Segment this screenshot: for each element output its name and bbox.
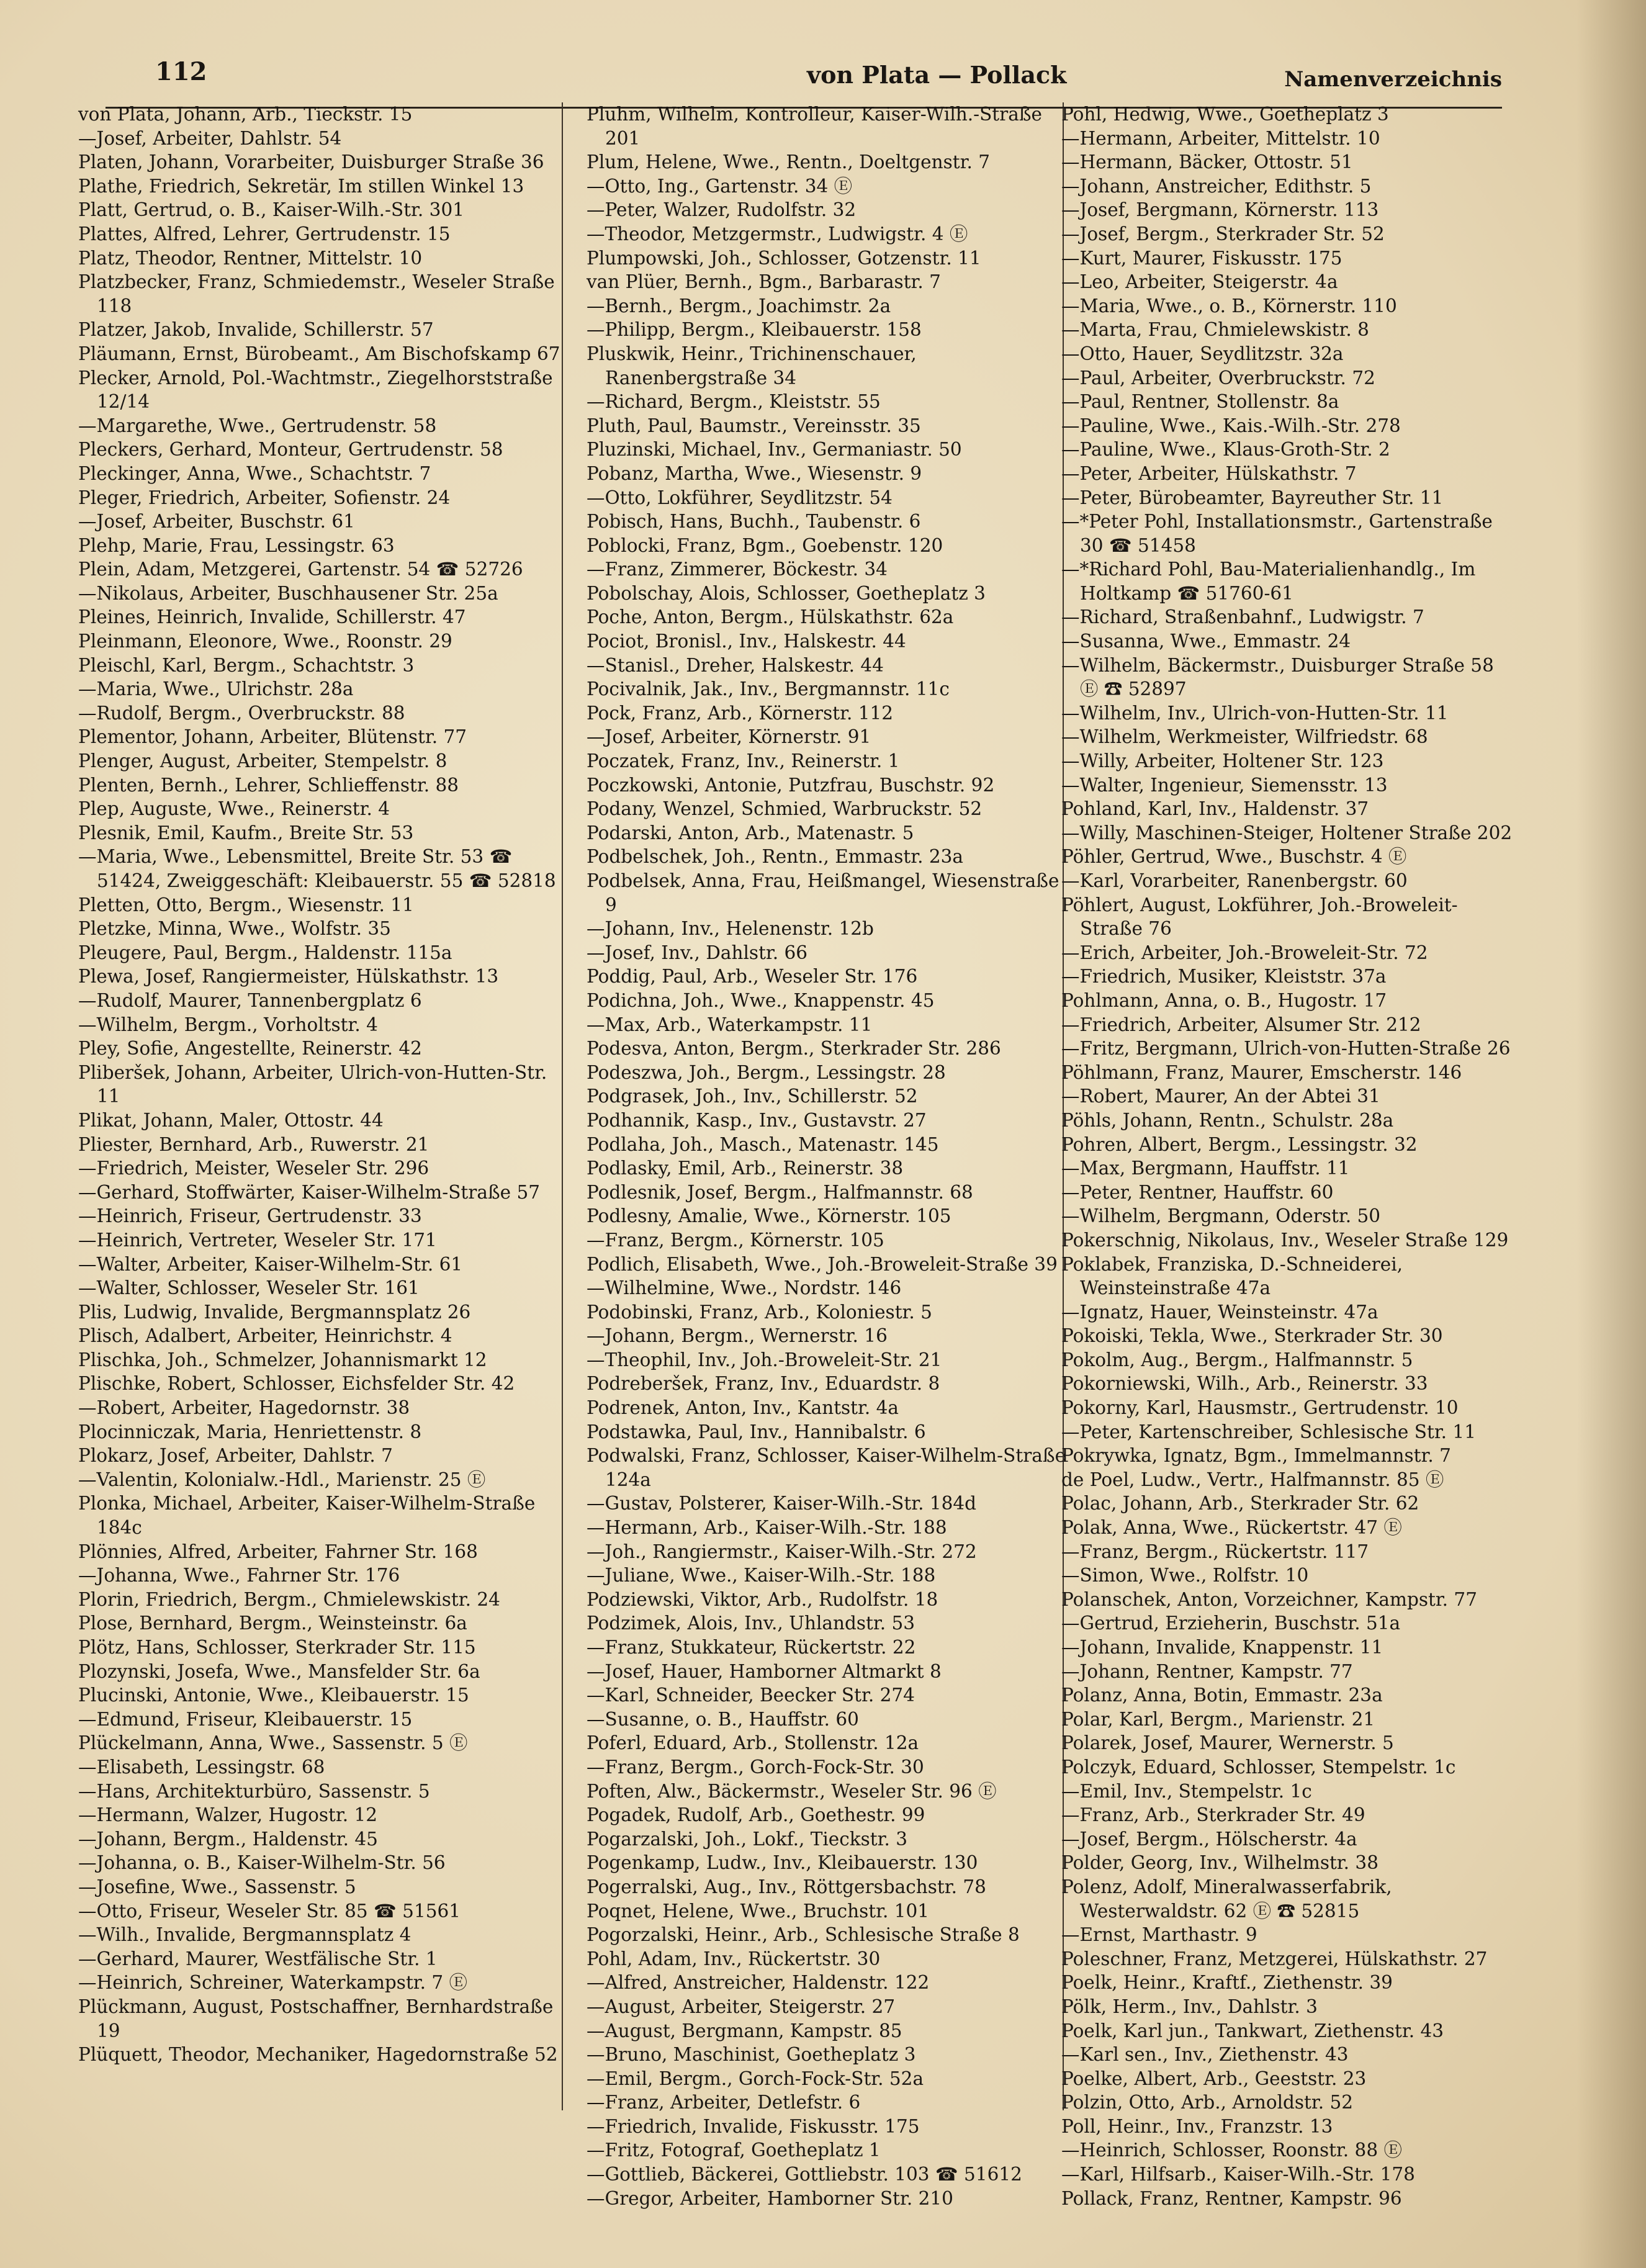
directory-entry: —Josef, Arbeiter, Dahlstr. 54 <box>78 127 342 149</box>
directory-entry: Pletzke, Minna, Wwe., Wolfstr. 35 <box>78 918 391 940</box>
directory-entry: Poklabek, Franziska, D.-Schneiderei, Weinsteinstraße 47a <box>1061 1253 1403 1299</box>
directory-entry: Podobinski, Franz, Arb., Koloniestr. 5 <box>587 1301 932 1323</box>
directory-entry: Poczkowski, Antonie, Putzfrau, Buschstr. 92 <box>587 774 995 796</box>
directory-entry: —Heinrich, Schlosser, Roonstr. 88 Ⓔ <box>1061 2140 1402 2161</box>
directory-entry: —Peter, Bürobeamter, Bayreuther Str. 11 <box>1061 487 1444 508</box>
directory-entry: Poczatek, Franz, Inv., Reinerstr. 1 <box>587 750 900 772</box>
directory-entry: Polczyk, Eduard, Schlosser, Stempelstr. 1c <box>1061 1756 1456 1778</box>
directory-entry: Polenz, Adolf, Mineralwasserfabrik, Westerwaldstr. 62 Ⓔ ☎ 52815 <box>1061 1876 1392 1922</box>
directory-entry: Podhannik, Kasp., Inv., Gustavstr. 27 <box>587 1109 927 1131</box>
directory-entry: —Karl sen., Inv., Ziethenstr. 43 <box>1061 2044 1349 2066</box>
directory-entry: Plep, Auguste, Wwe., Reinerstr. 4 <box>78 798 390 820</box>
directory-entry: Plis, Ludwig, Invalide, Bergmannsplatz 26 <box>78 1301 471 1323</box>
directory-entry: —Hermann, Bäcker, Ottostr. 51 <box>1061 151 1353 173</box>
directory-entry: —Heinrich, Vertreter, Weseler Str. 171 <box>78 1229 437 1251</box>
directory-entry: Pobanz, Martha, Wwe., Wiesenstr. 9 <box>587 462 922 484</box>
directory-entry: —Wilhelm, Inv., Ulrich-von-Hutten-Str. 11 <box>1061 702 1449 724</box>
directory-entry: Pollack, Franz, Rentner, Kampstr. 96 <box>1061 2187 1402 2209</box>
directory-entry: —Valentin, Kolonialw.-Hdl., Marienstr. 25 Ⓔ <box>78 1469 486 1490</box>
directory-entry: —Friedrich, Meister, Weseler Str. 296 <box>78 1158 429 1179</box>
directory-entry: Plönnies, Alfred, Arbeiter, Fahrner Str. 168 <box>78 1541 478 1562</box>
directory-entry: Podlich, Elisabeth, Wwe., Joh.-Broweleit-Straße 39 <box>587 1253 1058 1275</box>
directory-entry: Pokorniewski, Wilh., Arb., Reinerstr. 33 <box>1061 1373 1428 1395</box>
page-edge-shadow <box>1576 0 1646 2268</box>
column-1 <box>72 102 562 2256</box>
directory-entry: Pöhls, Johann, Rentn., Schulstr. 28a <box>1061 1109 1394 1131</box>
directory-entry: Plesnik, Emil, Kaufm., Breite Str. 53 <box>78 822 414 844</box>
directory-entry: Plückelmann, Anna, Wwe., Sassenstr. 5 Ⓔ <box>78 1732 468 1754</box>
directory-entry: —Hermann, Arbeiter, Mittelstr. 10 <box>1061 127 1380 149</box>
directory-entry: —Gerhard, Maurer, Westfälische Str. 1 <box>78 1948 438 1969</box>
directory-entry: —Simon, Wwe., Rolfstr. 10 <box>1061 1565 1309 1586</box>
directory-entry: Pogorzalski, Heinr., Arb., Schlesische Straße 8 <box>587 1924 1020 1946</box>
directory-entry: Platz, Theodor, Rentner, Mittelstr. 10 <box>78 247 423 269</box>
directory-entry: —Peter, Rentner, Hauffstr. 60 <box>1061 1181 1334 1203</box>
directory-entry: —Gerhard, Stoffwärter, Kaiser-Wilhelm-Straße 57 <box>78 1181 541 1203</box>
directory-entry: Polanz, Anna, Botin, Emmastr. 23a <box>1061 1685 1383 1706</box>
directory-entry: Polak, Anna, Wwe., Rückertstr. 47 Ⓔ <box>1061 1517 1402 1539</box>
directory-entry: —Josef, Bergmann, Körnerstr. 113 <box>1061 199 1379 221</box>
directory-entry: —Peter, Walzer, Rudolfstr. 32 <box>587 199 857 221</box>
directory-entry: Pociot, Bronisl., Inv., Halskestr. 44 <box>587 631 906 652</box>
directory-entry: Polder, Georg, Inv., Wilhelmstr. 38 <box>1061 1852 1378 1874</box>
directory-entry: —Juliane, Wwe., Kaiser-Wilh.-Str. 188 <box>587 1565 936 1586</box>
directory-entry: Polzin, Otto, Arb., Arnoldstr. 52 <box>1061 2092 1354 2113</box>
directory-entry: Podlaha, Joh., Masch., Matenastr. 145 <box>587 1133 939 1155</box>
directory-entry: Pokoiski, Tekla, Wwe., Sterkrader Str. 30 <box>1061 1325 1443 1347</box>
directory-entry: —Stanisl., Dreher, Halskestr. 44 <box>587 654 884 676</box>
directory-entry: —Kurt, Maurer, Fiskusstr. 175 <box>1061 247 1342 269</box>
directory-entry: —Peter, Kartenschreiber, Schlesische Str. 11 <box>1061 1421 1476 1442</box>
directory-entry: —Peter, Arbeiter, Hülskathstr. 7 <box>1061 462 1357 484</box>
directory-entry: —Walter, Ingenieur, Siemensstr. 13 <box>1061 774 1388 796</box>
directory-entry: Pogadek, Rudolf, Arb., Goethestr. 99 <box>587 1804 925 1826</box>
directory-entry: —Ernst, Marthastr. 9 <box>1061 1924 1257 1946</box>
directory-entry: —Hermann, Arb., Kaiser-Wilh.-Str. 188 <box>587 1517 947 1539</box>
directory-entry: —Hermann, Walzer, Hugostr. 12 <box>78 1804 378 1826</box>
directory-entry: Pleckers, Gerhard, Monteur, Gertrudenstr. 58 <box>78 439 503 461</box>
directory-entry: Poferl, Eduard, Arb., Stollenstr. 12a <box>587 1732 919 1754</box>
directory-entry: —Philipp, Bergm., Kleibauerstr. 158 <box>587 319 922 341</box>
directory-entry: Polanschek, Anton, Vorzeichner, Kampstr. 77 <box>1061 1588 1477 1610</box>
directory-entry: —Walter, Arbeiter, Kaiser-Wilhelm-Str. 61 <box>78 1253 463 1275</box>
directory-entry: Platzer, Jakob, Invalide, Schillerstr. 57 <box>78 319 434 341</box>
directory-entry: —Max, Bergmann, Hauffstr. 11 <box>1061 1158 1350 1179</box>
directory-entry: Pleines, Heinrich, Invalide, Schillerstr. 47 <box>78 606 466 628</box>
directory-entry: Podziewski, Viktor, Arb., Rudolfstr. 18 <box>587 1588 938 1610</box>
directory-entry: Plenten, Bernh., Lehrer, Schlieffenstr. 88 <box>78 774 459 796</box>
directory-entry: —Erich, Arbeiter, Joh.-Broweleit-Str. 72 <box>1061 942 1428 963</box>
directory-entry: —Wilhelm, Werkmeister, Wilfriedstr. 68 <box>1061 726 1428 748</box>
directory-entry: Poelk, Karl jun., Tankwart, Ziethenstr. 43 <box>1061 2020 1444 2041</box>
directory-entry: —Theodor, Metzgermstr., Ludwigstr. 4 Ⓔ <box>587 223 968 245</box>
page-header <box>106 57 1502 109</box>
directory-entry: Pliberšek, Johann, Arbeiter, Ulrich-von-Hutten-Str. 11 <box>78 1061 547 1107</box>
directory-entry: —Fritz, Bergmann, Ulrich-von-Hutten-Straße 26 <box>1061 1038 1511 1060</box>
directory-entry: Plonka, Michael, Arbeiter, Kaiser-Wilhelm-Straße 184c <box>78 1493 536 1539</box>
directory-entry: —Gustav, Polsterer, Kaiser-Wilh.-Str. 184d <box>587 1493 977 1514</box>
directory-entry: —Wilh., Invalide, Bergmannsplatz 4 <box>78 1924 412 1946</box>
directory-entry: —Robert, Maurer, An der Abtei 31 <box>1061 1086 1380 1107</box>
directory-entry: Pleinmann, Eleonore, Wwe., Roonstr. 29 <box>78 631 452 652</box>
directory-entry: —Karl, Hilfsarb., Kaiser-Wilh.-Str. 178 <box>1061 2164 1415 2185</box>
directory-entry: Plumpowski, Joh., Schlosser, Gotzenstr. 11 <box>587 247 981 269</box>
directory-entry: Polarek, Josef, Maurer, Wernerstr. 5 <box>1061 1732 1394 1754</box>
directory-entry: —Paul, Arbeiter, Overbruckstr. 72 <box>1061 367 1375 389</box>
directory-entry: —Karl, Vorarbeiter, Ranenbergstr. 60 <box>1061 870 1408 891</box>
directory-entry: Plorin, Friedrich, Bergm., Chmielewskistr. 24 <box>78 1588 500 1610</box>
directory-entry: Podzimek, Alois, Inv., Uhlandstr. 53 <box>587 1613 915 1634</box>
directory-entry: Plocinniczak, Maria, Henriettenstr. 8 <box>78 1421 422 1442</box>
directory-entry: —Bruno, Maschinist, Goetheplatz 3 <box>587 2044 916 2066</box>
directory-entry: Poqnet, Helene, Wwe., Bruchstr. 101 <box>587 1900 930 1922</box>
directory-entry: —Friedrich, Musiker, Kleiststr. 37a <box>1061 966 1387 988</box>
directory-entry: Podbelsek, Anna, Frau, Heißmangel, Wiesenstraße 9 <box>587 870 1059 916</box>
directory-entry: —Gertrud, Erzieherin, Buschstr. 51a <box>1061 1613 1401 1634</box>
directory-entry: —Josef, Arbeiter, Buschstr. 61 <box>78 511 355 533</box>
directory-entry: Plattes, Alfred, Lehrer, Gertrudenstr. 15 <box>78 223 451 245</box>
directory-entry: Pläumann, Ernst, Bürobeamt., Am Bischofskamp 67 <box>78 343 560 364</box>
directory-entry: —Franz, Bergm., Gorch-Fock-Str. 30 <box>587 1756 924 1778</box>
directory-entry: Pocivalnik, Jak., Inv., Bergmannstr. 11c <box>587 678 950 700</box>
directory-entry: Pluzinski, Michael, Inv., Germaniastr. 50 <box>587 439 962 461</box>
directory-entry: —Franz, Stukkateur, Rückertstr. 22 <box>587 1637 916 1658</box>
directory-entry: Pölk, Herm., Inv., Dahlstr. 3 <box>1061 1996 1318 2017</box>
page-number: 112 <box>155 57 207 86</box>
directory-entry: —Alfred, Anstreicher, Haldenstr. 122 <box>587 1972 930 1994</box>
directory-entry: Podstawka, Paul, Inv., Hannibalstr. 6 <box>587 1421 926 1442</box>
directory-entry: —Richard, Straßenbahnf., Ludwigstr. 7 <box>1061 606 1424 628</box>
directory-entry: —Johann, Anstreicher, Edithstr. 5 <box>1061 175 1372 197</box>
directory-entry: —Franz, Arb., Sterkrader Str. 49 <box>1061 1804 1365 1826</box>
directory-entry: Pöhler, Gertrud, Wwe., Buschstr. 4 Ⓔ <box>1061 846 1407 868</box>
directory-entry: —Josef, Bergm., Sterkrader Str. 52 <box>1061 223 1385 245</box>
directory-entry: —Elisabeth, Lessingstr. 68 <box>78 1756 325 1778</box>
directory-entry: Plehp, Marie, Frau, Lessingstr. 63 <box>78 534 395 556</box>
directory-entry: —Johann, Inv., Helenenstr. 12b <box>587 918 874 940</box>
directory-entry: —Susanne, o. B., Hauffstr. 60 <box>587 1708 859 1730</box>
directory-entry: —Margarethe, Wwe., Gertrudenstr. 58 <box>78 415 437 436</box>
directory-entry: —Maria, Wwe., o. B., Körnerstr. 110 <box>1061 295 1397 317</box>
directory-entry: —Bernh., Bergm., Joachimstr. 2a <box>587 295 891 317</box>
directory-entry: Pluth, Paul, Baumstr., Vereinsstr. 35 <box>587 415 921 436</box>
directory-entry: —Franz, Bergm., Körnerstr. 105 <box>587 1229 884 1251</box>
directory-entry: Polac, Johann, Arb., Sterkrader Str. 62 <box>1061 1493 1419 1514</box>
directory-entry: Pleckinger, Anna, Wwe., Schachtstr. 7 <box>78 462 431 484</box>
directory-entry: —Franz, Arbeiter, Detlefstr. 6 <box>587 2092 861 2113</box>
directory-entry: —Joh., Rangiermstr., Kaiser-Wilh.-Str. 272 <box>587 1541 977 1562</box>
directory-entry: —Willy, Maschinen-Steiger, Holtener Straße 202 <box>1061 822 1513 844</box>
directory-entry: —Edmund, Friseur, Kleibauerstr. 15 <box>78 1708 413 1730</box>
directory-entry: Plementor, Johann, Arbeiter, Blütenstr. 77 <box>78 726 467 748</box>
directory-entry: Plückmann, August, Postschaffner, Bernhardstraße 19 <box>78 1996 554 2041</box>
directory-entry: —*Richard Pohl, Bau-Materialienhandlg., Im Holtkamp ☎ 51760-61 <box>1061 559 1476 604</box>
directory-entry: Podichna, Joh., Wwe., Knappenstr. 45 <box>587 989 935 1011</box>
directory-entry: —*Peter Pohl, Installationsmstr., Gartenstraße 30 ☎ 51458 <box>1061 511 1493 556</box>
directory-entry: Plokarz, Josef, Arbeiter, Dahlstr. 7 <box>78 1445 393 1467</box>
directory-entry: —Franz, Zimmerer, Böckestr. 34 <box>587 559 888 580</box>
directory-entry: Pogerralski, Aug., Inv., Röttgersbachstr. 78 <box>587 1876 986 1897</box>
directory-entry: —Josef, Arbeiter, Körnerstr. 91 <box>587 726 871 748</box>
directory-entry: —Josef, Inv., Dahlstr. 66 <box>587 942 808 963</box>
directory-entry: Pleischl, Karl, Bergm., Schachtstr. 3 <box>78 654 415 676</box>
directory-entry: —Nikolaus, Arbeiter, Buschhausener Str. 25a <box>78 582 498 604</box>
directory-entry: —August, Bergmann, Kampstr. 85 <box>587 2020 902 2041</box>
directory-entry: Poleschner, Franz, Metzgerei, Hülskathstr. 27 <box>1061 1948 1488 1969</box>
directory-entry: Podesva, Anton, Bergm., Sterkrader Str. 286 <box>587 1038 1001 1060</box>
directory-entry: Pokrywka, Ignatz, Bgm., Immelmannstr. 7 <box>1061 1445 1451 1467</box>
directory-entry: Plötz, Hans, Schlosser, Sterkrader Str. 115 <box>78 1637 476 1658</box>
directory-entry: Podreberšek, Franz, Inv., Eduardstr. 8 <box>587 1373 940 1395</box>
directory-entry: —Wilhelm, Bergmann, Oderstr. 50 <box>1061 1205 1381 1227</box>
directory-entry: —Susanna, Wwe., Emmastr. 24 <box>1061 631 1351 652</box>
directory-entry: —Robert, Arbeiter, Hagedornstr. 38 <box>78 1397 410 1419</box>
directory-entry: —Rudolf, Maurer, Tannenbergplatz 6 <box>78 989 422 1011</box>
directory-entry: —Richard, Bergm., Kleiststr. 55 <box>587 391 881 413</box>
directory-entry: Pohlmann, Anna, o. B., Hugostr. 17 <box>1061 989 1387 1011</box>
directory-entry: Pogenkamp, Ludw., Inv., Kleibauerstr. 130 <box>587 1852 978 1874</box>
directory-entry: Podany, Wenzel, Schmied, Warbruckstr. 52 <box>587 798 983 820</box>
directory-entry: Podgrasek, Joh., Inv., Schillerstr. 52 <box>587 1086 918 1107</box>
directory-entry: Pokerschnig, Nikolaus, Inv., Weseler Straße 129 <box>1061 1229 1509 1251</box>
directory-entry: —Otto, Friseur, Weseler Str. 85 ☎ 51561 <box>78 1900 461 1922</box>
directory-entry: —Johanna, o. B., Kaiser-Wilhelm-Str. 56 <box>78 1852 446 1874</box>
directory-entry: —August, Arbeiter, Steigerstr. 27 <box>587 1996 896 2017</box>
directory-entry: Plisch, Adalbert, Arbeiter, Heinrichstr. 4 <box>78 1325 452 1347</box>
directory-entry: Plum, Helene, Wwe., Rentn., Doeltgenstr. 7 <box>587 151 990 173</box>
directory-entry: —Fritz, Fotograf, Goetheplatz 1 <box>587 2140 881 2161</box>
directory-entry: —Maria, Wwe., Ulrichstr. 28a <box>78 678 354 700</box>
directory-entry: —Gregor, Arbeiter, Hamborner Str. 210 <box>587 2187 953 2209</box>
directory-entry: de Poel, Ludw., Vertr., Halfmannstr. 85 Ⓔ <box>1061 1469 1444 1490</box>
directory-entry: Podrenek, Anton, Inv., Kantstr. 4a <box>587 1397 899 1419</box>
directory-entry: —Josef, Bergm., Hölscherstr. 4a <box>1061 1828 1357 1850</box>
directory-entry: Plecker, Arnold, Pol.-Wachtmstr., Ziegelhorststraße 12/14 <box>78 367 553 413</box>
directory-entry: —Johann, Invalide, Knappenstr. 11 <box>1061 1637 1383 1658</box>
directory-entry: —Josefine, Wwe., Sassenstr. 5 <box>78 1876 356 1897</box>
directory-entry: —Theophil, Inv., Joh.-Broweleit-Str. 21 <box>587 1349 942 1370</box>
directory-entry: Poblocki, Franz, Bgm., Goebenstr. 120 <box>587 534 943 556</box>
directory-entry: Pluskwik, Heinr., Trichinenschauer, Ranenbergstraße 34 <box>587 343 917 389</box>
column-2 <box>580 102 1068 2256</box>
directory-entry: Pohren, Albert, Bergm., Lessingstr. 32 <box>1061 1133 1418 1155</box>
directory-entry: —Johann, Rentner, Kampstr. 77 <box>1061 1660 1353 1682</box>
directory-entry: Polar, Karl, Bergm., Marienstr. 21 <box>1061 1708 1375 1730</box>
directory-entry: —Maria, Wwe., Lebensmittel, Breite Str. 53 ☎ 51424, Zweiggeschäft: Kleibauerstr. 55 ☎ 52818 <box>78 846 556 891</box>
directory-entry: Poften, Alw., Bäckermstr., Weseler Str. 96 Ⓔ <box>587 1780 997 1802</box>
directory-entry: —Franz, Bergm., Rückertstr. 117 <box>1061 1541 1369 1562</box>
directory-entry: Podlesny, Amalie, Wwe., Körnerstr. 105 <box>587 1205 951 1227</box>
directory-entry: Podlesnik, Josef, Bergm., Halfmannstr. 68 <box>587 1181 973 1203</box>
directory-entry: —Johanna, Wwe., Fahrner Str. 176 <box>78 1565 400 1586</box>
directory-entry: Plose, Bernhard, Bergm., Weinsteinstr. 6a <box>78 1613 467 1634</box>
directory-entry: Pock, Franz, Arb., Körnerstr. 112 <box>587 702 894 724</box>
directory-entry: —Walter, Schlosser, Weseler Str. 161 <box>78 1277 420 1299</box>
directory-entry: Plischka, Joh., Schmelzer, Johannismarkt 12 <box>78 1349 487 1370</box>
directory-entry: Pöhlmann, Franz, Maurer, Emscherstr. 146 <box>1061 1061 1462 1083</box>
directory-entry: Pliester, Bernhard, Arb., Ruwerstr. 21 <box>78 1133 429 1155</box>
directory-entry: Plikat, Johann, Maler, Ottostr. 44 <box>78 1109 384 1131</box>
directory-entry: Poelk, Heinr., Kraftf., Ziethenstr. 39 <box>1061 1972 1393 1994</box>
directory-entry: —Rudolf, Bergm., Overbruckstr. 88 <box>78 702 405 724</box>
directory-entry: —Paul, Rentner, Stollenstr. 8a <box>1061 391 1339 413</box>
directory-entry: Plüquett, Theodor, Mechaniker, Hagedornstraße 52 <box>78 2044 558 2066</box>
directory-entry: Podeszwa, Joh., Bergm., Lessingstr. 28 <box>587 1061 946 1083</box>
directory-entry: Platen, Johann, Vorarbeiter, Duisburger Straße 36 <box>78 151 544 173</box>
directory-entry: —Pauline, Wwe., Klaus-Groth-Str. 2 <box>1061 439 1390 461</box>
directory-entry: —Heinrich, Schreiner, Waterkampstr. 7 Ⓔ <box>78 1972 468 1994</box>
directory-entry: Pogarzalski, Joh., Lokf., Tieckstr. 3 <box>587 1828 908 1850</box>
directory-entry: Plenger, August, Arbeiter, Stempelstr. 8 <box>78 750 447 772</box>
directory-entry: Pohland, Karl, Inv., Haldenstr. 37 <box>1061 798 1369 820</box>
directory-entry: Plucinski, Antonie, Wwe., Kleibauerstr. 15 <box>78 1685 469 1706</box>
directory-entry: Pokorny, Karl, Hausmstr., Gertrudenstr. 10 <box>1061 1397 1459 1419</box>
directory-entry: Pöhlert, August, Lokführer, Joh.-Broweleit-Straße 76 <box>1061 894 1458 940</box>
directory-entry: —Wilhelmine, Wwe., Nordstr. 146 <box>587 1277 902 1299</box>
column-divider <box>562 102 563 2110</box>
directory-entry: Pleger, Friedrich, Arbeiter, Sofienstr. 24 <box>78 487 451 508</box>
directory-entry: Pohl, Adam, Inv., Rückertstr. 30 <box>587 1948 881 1969</box>
directory-entry: Podbelschek, Joh., Rentn., Emmastr. 23a <box>587 846 963 868</box>
directory-entry: —Wilhelm, Bergm., Vorholtstr. 4 <box>78 1014 378 1035</box>
directory-entry: van Plüer, Bernh., Bgm., Barbarastr. 7 <box>587 271 941 293</box>
directory-entry: Plewa, Josef, Rangiermeister, Hülskathstr. 13 <box>78 966 499 988</box>
directory-entry: Platzbecker, Franz, Schmiedemstr., Weseler Straße 118 <box>78 271 555 317</box>
directory-entry: Pleugere, Paul, Bergm., Haldenstr. 115a <box>78 942 452 963</box>
directory-entry: —Emil, Inv., Stempelstr. 1c <box>1061 1780 1312 1802</box>
directory-entry: Pobisch, Hans, Buchh., Taubenstr. 6 <box>587 511 921 533</box>
directory-entry: —Otto, Hauer, Seydlitzstr. 32a <box>1061 343 1344 364</box>
directory-entry: —Leo, Arbeiter, Steigerstr. 4a <box>1061 271 1338 293</box>
directory-entry: —Willy, Arbeiter, Holtener Str. 123 <box>1061 750 1384 772</box>
directory-entry: —Johann, Bergm., Wernerstr. 16 <box>587 1325 888 1347</box>
directory-entry: von Plata, Johann, Arb., Tieckstr. 15 <box>78 104 413 125</box>
directory-entry: Plozynski, Josefa, Wwe., Mansfelder Str. 6a <box>78 1660 480 1682</box>
directory-entry: —Friedrich, Arbeiter, Alsumer Str. 212 <box>1061 1014 1421 1035</box>
directory-entry: Podlasky, Emil, Arb., Reinerstr. 38 <box>587 1158 904 1179</box>
directory-entry: Platt, Gertrud, o. B., Kaiser-Wilh.-Str. 301 <box>78 199 464 221</box>
directory-entry: —Friedrich, Invalide, Fiskusstr. 175 <box>587 2115 920 2137</box>
directory-entry: —Karl, Schneider, Beecker Str. 274 <box>587 1685 915 1706</box>
directory-entry: Podwalski, Franz, Schlosser, Kaiser-Wilhelm-Straße 124a <box>587 1445 1066 1490</box>
directory-entry: —Ignatz, Hauer, Weinsteinstr. 47a <box>1061 1301 1378 1323</box>
directory-entry: Pletten, Otto, Bergm., Wiesenstr. 11 <box>78 894 414 916</box>
directory-entry: —Max, Arb., Waterkampstr. 11 <box>587 1014 873 1035</box>
directory-entry: —Johann, Bergm., Haldenstr. 45 <box>78 1828 378 1850</box>
directory-entry: Plathe, Friedrich, Sekretär, Im stillen Winkel 13 <box>78 175 524 197</box>
directory-entry: —Pauline, Wwe., Kais.-Wilh.-Str. 278 <box>1061 415 1401 436</box>
directory-entry: —Heinrich, Friseur, Gertrudenstr. 33 <box>78 1205 422 1227</box>
directory-entry: —Hans, Architekturbüro, Sassenstr. 5 <box>78 1780 430 1802</box>
directory-entry: —Gottlieb, Bäckerei, Gottliebstr. 103 ☎ 51612 <box>587 2164 1022 2185</box>
directory-entry: Pluhm, Wilhelm, Kontrolleur, Kaiser-Wilh.-Straße 201 <box>587 104 1043 149</box>
directory-entry: Pobolschay, Alois, Schlosser, Goetheplatz 3 <box>587 582 986 604</box>
directory-entry: Plischke, Robert, Schlosser, Eichsfelder Str. 42 <box>78 1373 515 1395</box>
directory-entry: —Emil, Bergm., Gorch-Fock-Str. 52a <box>587 2068 924 2089</box>
directory-entry: Poche, Anton, Bergm., Hülskathstr. 62a <box>587 606 954 628</box>
name-range: von Plata — Pollack <box>807 61 1067 89</box>
directory-entry: Poddig, Paul, Arb., Weseler Str. 176 <box>587 966 918 988</box>
directory-entry: —Wilhelm, Bäckermstr., Duisburger Straße 58 Ⓔ ☎ 52897 <box>1061 654 1494 700</box>
directory-entry: Plein, Adam, Metzgerei, Gartenstr. 54 ☎ 52726 <box>78 559 523 580</box>
section-title: Namenverzeichnis <box>1284 67 1502 92</box>
directory-entry: Poelke, Albert, Arb., Geeststr. 23 <box>1061 2068 1367 2089</box>
directory-entry: Poll, Heinr., Inv., Franzstr. 13 <box>1061 2115 1333 2137</box>
directory-entry: Pohl, Hedwig, Wwe., Goetheplatz 3 <box>1061 104 1389 125</box>
directory-entry: —Otto, Ing., Gartenstr. 34 Ⓔ <box>587 175 853 197</box>
directory-entry: —Marta, Frau, Chmielewskistr. 8 <box>1061 319 1369 341</box>
directory-entry: Pokolm, Aug., Bergm., Halfmannstr. 5 <box>1061 1349 1413 1370</box>
directory-entry: —Josef, Hauer, Hamborner Altmarkt 8 <box>587 1660 942 1682</box>
column-3 <box>1055 102 1514 2256</box>
directory-entry: —Otto, Lokführer, Seydlitzstr. 54 <box>587 487 893 508</box>
directory-entry: Podarski, Anton, Arb., Matenastr. 5 <box>587 822 914 844</box>
directory-entry: Pley, Sofie, Angestellte, Reinerstr. 42 <box>78 1038 422 1060</box>
